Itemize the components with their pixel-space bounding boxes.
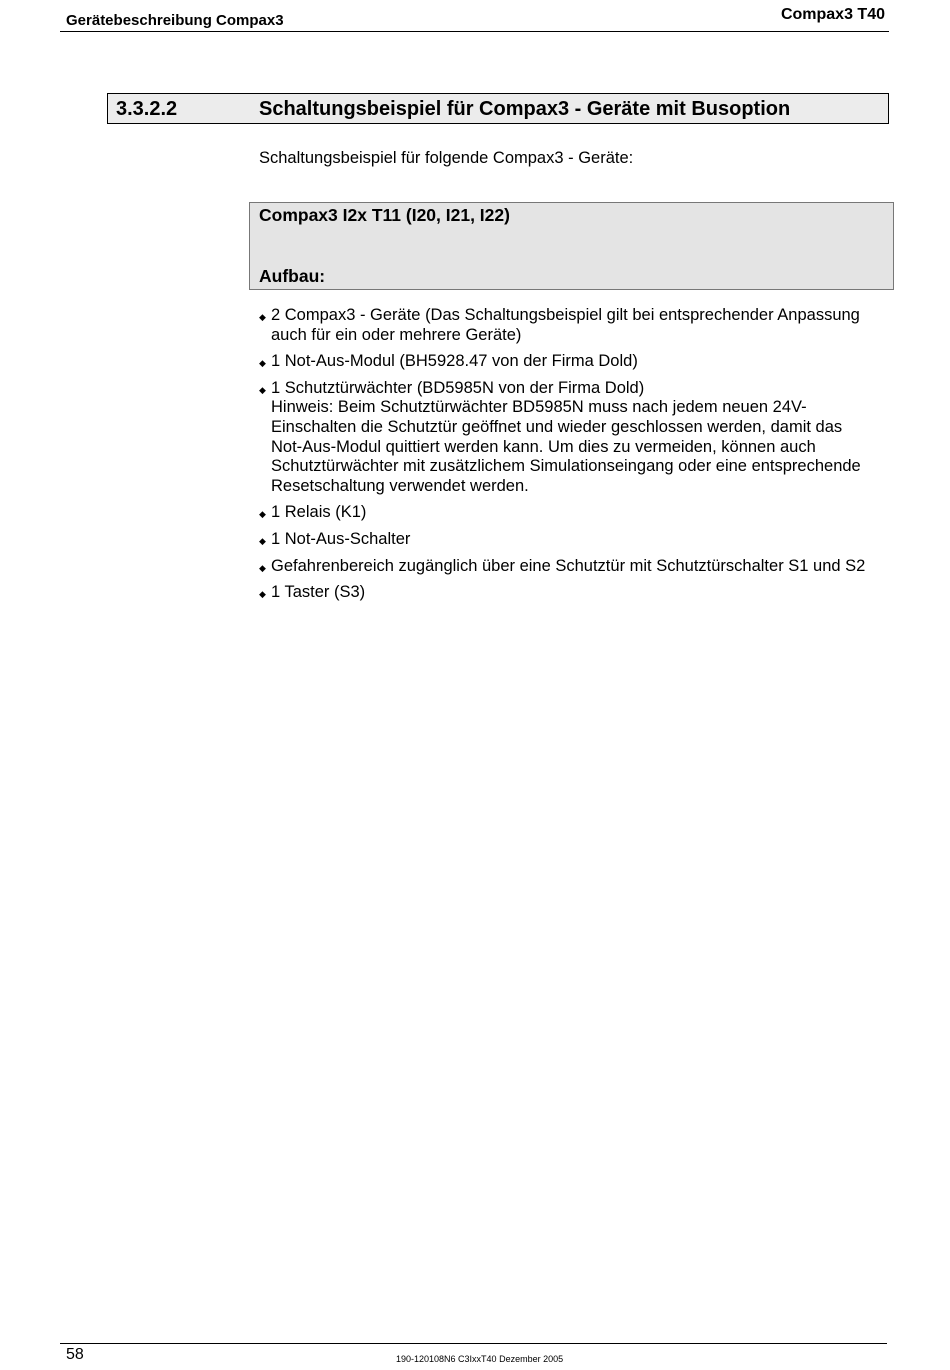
list-item-text: Gefahrenbereich zugänglich über eine Schutztür mit Schutztürschalter S1 und S2 bbox=[271, 556, 866, 575]
list-item-text: 2 Compax3 - Geräte (Das Schaltungsbeispiel gilt bei entsprechender Anpassung bbox=[271, 306, 860, 324]
footer-divider bbox=[60, 1343, 887, 1344]
section-number: 3.3.2.2 bbox=[116, 98, 178, 120]
list-item bbox=[259, 306, 899, 345]
bullet-diamond-icon: ◆ bbox=[259, 312, 266, 322]
document-id: 190-120108N6 C3IxxT40 Dezember 2005 bbox=[396, 1354, 564, 1364]
page-number: 58 bbox=[66, 1346, 84, 1363]
component-list bbox=[259, 306, 899, 610]
list-item-text: 1 Not-Aus-Schalter bbox=[271, 529, 411, 548]
header-divider bbox=[60, 31, 889, 32]
subsection-label: Aufbau: bbox=[259, 266, 326, 286]
section-title: Schaltungsbeispiel für Compax3 - Geräte mit Busoption bbox=[259, 98, 791, 120]
list-item-text: Hinweis: Beim Schutztürwächter BD5985N muss nach jedem neuen 24V- bbox=[271, 398, 807, 417]
list-item bbox=[259, 583, 899, 603]
running-header-left: Gerätebeschreibung Compax3 bbox=[66, 12, 284, 29]
section-heading-box bbox=[107, 93, 889, 124]
list-item-text: 1 Not-Aus-Modul (BH5928.47 von der Firma Dold) bbox=[271, 352, 638, 371]
list-item-text: auch für ein oder mehrere Geräte) bbox=[271, 325, 522, 344]
list-item bbox=[259, 379, 899, 497]
subsection-box bbox=[249, 202, 894, 290]
list-item-text: 1 Relais (K1) bbox=[271, 503, 367, 522]
list-item-text: Schutztürwächter mit zusätzlichem Simulationseingang oder eine entsprechende bbox=[271, 457, 861, 476]
list-item bbox=[259, 503, 899, 523]
bullet-diamond-icon: ◆ bbox=[259, 535, 266, 546]
bullet-diamond-icon: ◆ bbox=[259, 384, 266, 395]
list-item bbox=[259, 557, 899, 577]
list-item bbox=[259, 352, 899, 372]
running-header-right: Compax3 T40 bbox=[780, 6, 885, 23]
bullet-diamond-icon: ◆ bbox=[259, 589, 266, 600]
bullet-diamond-icon: ◆ bbox=[259, 509, 266, 520]
bullet-diamond-icon: ◆ bbox=[259, 358, 266, 369]
list-item-text: Not-Aus-Modul quittiert werden kann. Um dies zu vermeiden, können auch bbox=[271, 437, 816, 456]
list-item bbox=[259, 530, 899, 550]
intro-text: Schaltungsbeispiel für folgende Compax3 - Geräte: bbox=[259, 149, 634, 167]
bullet-diamond-icon: ◆ bbox=[259, 562, 266, 573]
list-item-text: Einschalten die Schutztür geöffnet und wieder geschlossen werden, damit das bbox=[271, 417, 843, 436]
list-item-text: Resetschaltung verwendet werden. bbox=[271, 476, 529, 495]
list-item-text: 1 Taster (S3) bbox=[271, 583, 366, 602]
list-item-text: 1 Schutztürwächter (BD5985N von der Firma Dold) bbox=[271, 378, 645, 397]
subsection-title: Compax3 I2x T11 (I20, I21, I22) bbox=[259, 205, 510, 225]
